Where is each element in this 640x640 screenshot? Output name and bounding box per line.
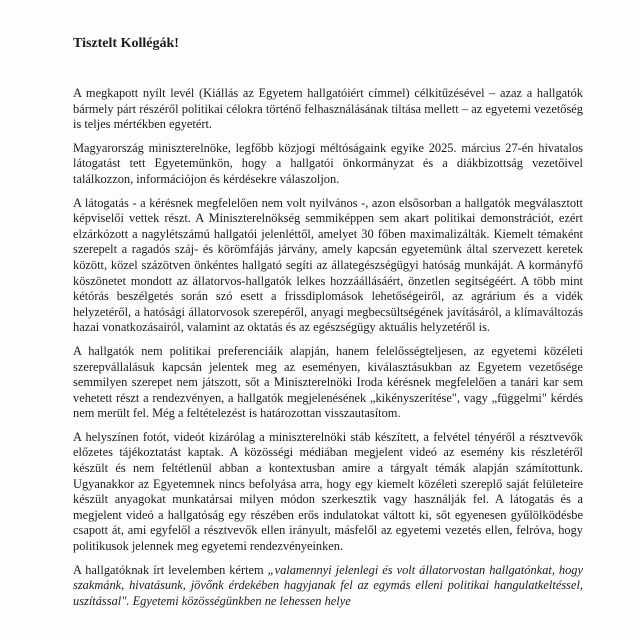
letter-body xyxy=(73,86,583,609)
paragraph-1: A megkapott nyílt levél (Kiállás az Egyetem hallgatóiért címmel) célkitűzésével – azaz a hallgatók bármely párt részéről politikai célokra történő felhasználásának tiltása mellett – az egyetemi vezetőség is teljes mértékben egyetért. xyxy=(73,86,583,132)
paragraph-6 xyxy=(73,563,583,610)
paragraph-6-quote: „valamennyi jelenlegi és volt állatorvostan hallgatónkat, hogy szakmánk, hivatásunk, jövőnk érdekében hagyjanak fel az egymás elleni politikai hangulatkeltéssel, uszítással". Egyetemi közösségünkben ne lehessen helye xyxy=(73,562,583,608)
paragraph-6-start: A hallgatóknak írt levelemben kértem xyxy=(73,562,268,577)
letter-greeting: Tisztelt Kollégák! xyxy=(73,36,179,51)
paragraph-2: Magyarország miniszterelnöke, legfőbb közjogi méltóságaink egyike 2025. március 27-én hivatalos látogatást tett Egyetemünkön, hogy a hallgatói önkormányzat és a diákbizottság vezetőivel találkozzon, információjon és kérdésekre válaszoljon. xyxy=(73,140,583,186)
paragraph-3: A látogatás - a kérésnek megfelelően nem volt nyilvános -, azon elsősorban a hallgatók megválasztott képviselői vettek részt. A Miniszterelnökség semmiképpen sem akart politikai demonstrációt, ezért elzárkózott a nagylétszámú hallgatói jelenléttől, amelyet 30 főben maximalizálták. Kiemelt témaként szerepelt a ragadós száj- és körömfájás járvány, amely kapcsán egyetemünk által szervezett keretek között, közel százötven önkéntes hallgató segíti az állategészségügyi hatóság munkáját. A kormányfő köszönetet mondott az állatorvos-hallgatók lelkes hozzáállásáért, önzetlen segítségéért. A több mint kétórás beszélgetés során szó esett a frissdiplomások lehetőségeiről, az agrárium és a vidék helyzetéről, a hatósági állatorvosok szerepéről, anyagi megbecsültségének javításáról, a klímaváltozás hazai vonatkozásairól, valamint az oktatás és az egészségügy aktuális helyzetéről is. xyxy=(73,195,583,335)
paragraph-5: A helyszínen fotót, videót kizárólag a miniszterelnöki stáb készített, a felvétel tényéről a résztvevők előzetes tájékoztatást kaptak. A közösségi médiában megjelent videó az esemény kis részletéről készült és nem feltétlenül abban a kontextusban amire a tárgyalt témák alapján számítottunk. Ugyanakkor az Egyetemnek nincs befolyása arra, hogy egy kiemelt közéleti szereplő saját felületeire készült anyagokat munkatársai milyen módon szerkesztik vagy használják fel. A látogatás és a megjelent videó a hallgatóság egy részében erős indulatokat váltott ki, sőt egyenesen gyűlölködésbe csapott át, ami egyfelől a résztvevők ellen irányult, másfelől az egyetemi vezetés ellen, felróva, hogy politikusok jelennek meg egyetemi rendezvényeinken. xyxy=(73,429,583,554)
paragraph-4: A hallgatók nem politikai preferenciáik alapján, hanem felelősségteljesen, az egyetemi közéleti szerepvállalásuk kapcsán jelentek meg az eseményen, kiválasztásukban az Egyetem vezetősége semmilyen szerepet nem játszott, sőt a Miniszterelnöki Iroda kérésnek megfelelően a tanári kar sem vehetett részt a rendezvényen, a hallgatók megjelenésének „kikényszerítése", vagy „függelmi" kérdés nem merült fel. Még a feltételezést is határozottan visszautasítom. xyxy=(73,343,583,421)
